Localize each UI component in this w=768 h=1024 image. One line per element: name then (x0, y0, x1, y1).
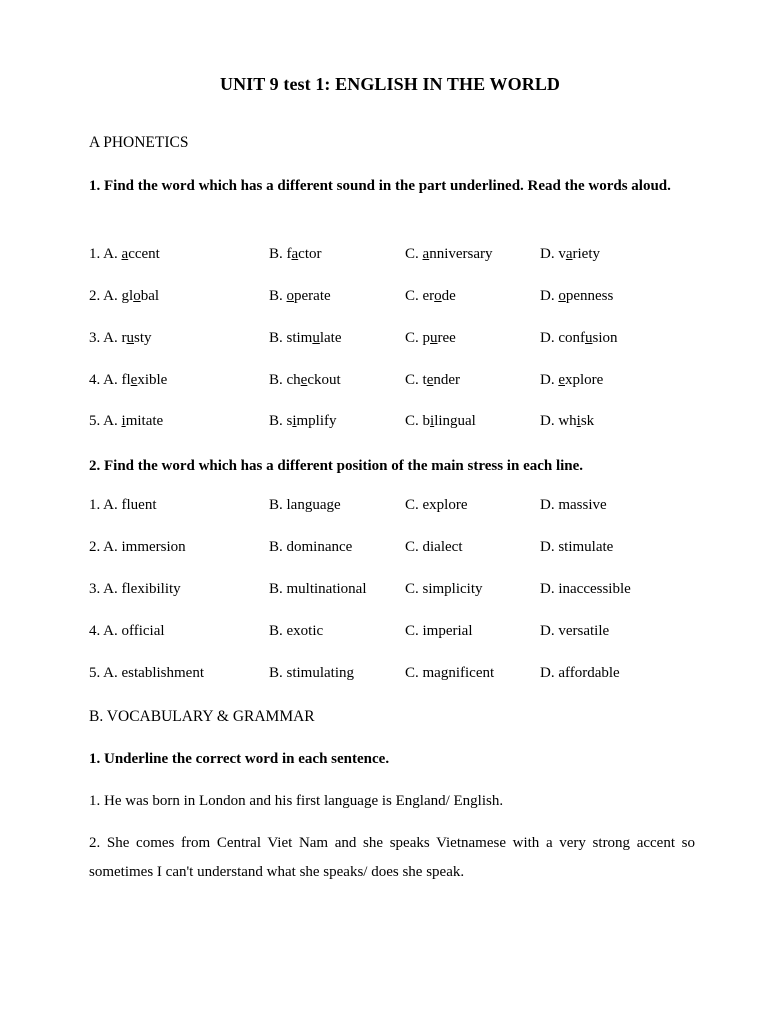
option-text-after: sk (580, 413, 595, 429)
option-a (89, 330, 152, 347)
option-text-after: riety (572, 246, 601, 262)
option-text-after: xible (137, 372, 168, 388)
option-text-after: perate (294, 288, 331, 304)
option-text-before: D. v (540, 246, 566, 262)
pronunciation-question-row (89, 246, 729, 268)
option-c: C. dialect (405, 539, 463, 555)
instruction-pronunciation: 1. Find the word which has a different sound in the part underlined. Read the words aloud. (89, 178, 671, 194)
option-text-before: D. wh (540, 413, 577, 429)
option-text-before: D. (540, 372, 559, 388)
option-text-before: 5. A. (89, 413, 122, 429)
option-a: 5. A. establishment (89, 665, 204, 681)
option-text-before: C. p (405, 330, 431, 346)
stress-question-row (89, 539, 729, 561)
option-b: B. stimulating (269, 665, 355, 681)
option-a (89, 288, 159, 305)
option-d: D. inaccessible (540, 581, 631, 597)
option-text-before: C. (405, 246, 423, 262)
underlined-letter: i (430, 413, 435, 429)
section-heading-phonetics: A PHONETICS (89, 134, 189, 151)
option-text-before: B. f (269, 246, 292, 262)
option-text-after: ree (437, 330, 456, 346)
option-b: B. dominance (269, 539, 353, 555)
option-c: C. simplicity (405, 581, 483, 597)
pronunciation-question-row (89, 413, 729, 435)
underlined-letter: u (585, 330, 593, 346)
option-text-after: ctor (298, 246, 322, 262)
option-text-before: D. (540, 288, 559, 304)
option-text-after: ckout (307, 372, 341, 388)
underlined-letter: i (292, 413, 297, 429)
option-text-after: mitate (125, 413, 164, 429)
underlined-letter: u (312, 330, 320, 346)
page-title: UNIT 9 test 1: ENGLISH IN THE WORLD (219, 74, 561, 94)
option-d: D. stimulate (540, 539, 614, 555)
underlined-letter: e (130, 372, 138, 388)
option-c (405, 246, 493, 263)
grammar-sentence-2: 2. She comes from Central Viet Nam and she speaks Vietnamese with a very strong accent so sometimes I can't understand what she speaks/ does she speak. (89, 835, 695, 880)
underlined-letter: o (286, 288, 295, 304)
pronunciation-question-row (89, 330, 729, 352)
option-c: C. magnificent (405, 665, 495, 681)
option-d (540, 330, 618, 347)
option-c: C. imperial (405, 623, 473, 639)
option-text-before: B. stim (269, 330, 313, 346)
underlined-letter: u (126, 330, 134, 346)
option-text-after: bal (140, 288, 160, 304)
option-c (405, 413, 476, 430)
pronunciation-question-row (89, 372, 729, 394)
option-a (89, 372, 167, 389)
option-a: 2. A. immersion (89, 539, 186, 555)
option-text-before: 3. A. r (89, 330, 127, 346)
instruction-underline-correct-word: 1. Underline the correct word in each sentence. (89, 751, 390, 767)
option-text-after: sty (134, 330, 152, 346)
option-b (269, 246, 322, 263)
option-d: D. massive (540, 497, 607, 513)
option-text-before: 1. A. (89, 246, 122, 262)
stress-question-row (89, 623, 729, 645)
underlined-letter: a (422, 246, 430, 262)
option-a (89, 413, 163, 430)
option-text-after: late (319, 330, 342, 346)
grammar-sentence-1: 1. He was born in London and his first language is England/ English. (89, 793, 504, 809)
option-d (540, 372, 603, 389)
option-text-before: C. b (405, 413, 431, 429)
instruction-stress: 2. Find the word which has a different position of the main stress in each line. (89, 458, 584, 474)
option-d (540, 246, 600, 263)
underlined-letter: i (121, 413, 126, 429)
section-heading-vocabulary-grammar: B. VOCABULARY & GRAMMAR (89, 708, 315, 725)
option-c (405, 288, 456, 305)
stress-question-row (89, 581, 729, 603)
option-b (269, 372, 341, 389)
option-c: C. explore (405, 497, 468, 513)
underlined-letter: e (558, 372, 566, 388)
option-d: D. versatile (540, 623, 610, 639)
option-a: 3. A. flexibility (89, 581, 181, 597)
underlined-letter: a (121, 246, 129, 262)
option-c (405, 372, 460, 389)
option-c (405, 330, 456, 347)
option-b: B. multinational (269, 581, 367, 597)
option-text-after: sion (592, 330, 618, 346)
option-text-before: 4. A. fl (89, 372, 131, 388)
option-text-after: ccent (128, 246, 160, 262)
option-a: 1. A. fluent (89, 497, 157, 513)
option-text-before: C. er (405, 288, 435, 304)
option-text-before: B. ch (269, 372, 301, 388)
underlined-letter: o (434, 288, 442, 304)
option-text-after: de (441, 288, 456, 304)
option-text-before: 2. A. gl (89, 288, 134, 304)
stress-question-row (89, 665, 729, 687)
underlined-letter: u (430, 330, 438, 346)
underlined-letter: o (133, 288, 141, 304)
pronunciation-question-row (89, 288, 729, 310)
underlined-letter: a (291, 246, 299, 262)
option-d (540, 413, 594, 430)
option-text-before: C. t (405, 372, 427, 388)
option-text-after: xplore (565, 372, 604, 388)
underlined-letter: e (426, 372, 434, 388)
option-b (269, 330, 342, 347)
stress-question-row (89, 497, 729, 519)
option-text-after: nniversary (429, 246, 493, 262)
underlined-letter: a (565, 246, 573, 262)
option-text-after: mplify (296, 413, 337, 429)
option-b (269, 413, 337, 430)
option-text-before: B. (269, 288, 287, 304)
option-b (269, 288, 331, 305)
option-text-before: D. conf (540, 330, 585, 346)
underlined-letter: e (300, 372, 308, 388)
option-text-after: nder (433, 372, 461, 388)
option-a (89, 246, 160, 263)
option-d: D. affordable (540, 665, 620, 681)
option-b: B. exotic (269, 623, 324, 639)
option-text-after: lingual (434, 413, 476, 429)
option-text-before: B. s (269, 413, 293, 429)
option-text-after: penness (565, 288, 614, 304)
option-b: B. language (269, 497, 341, 513)
option-d (540, 288, 613, 305)
underlined-letter: o (558, 288, 566, 304)
underlined-letter: i (576, 413, 581, 429)
option-a: 4. A. official (89, 623, 165, 639)
